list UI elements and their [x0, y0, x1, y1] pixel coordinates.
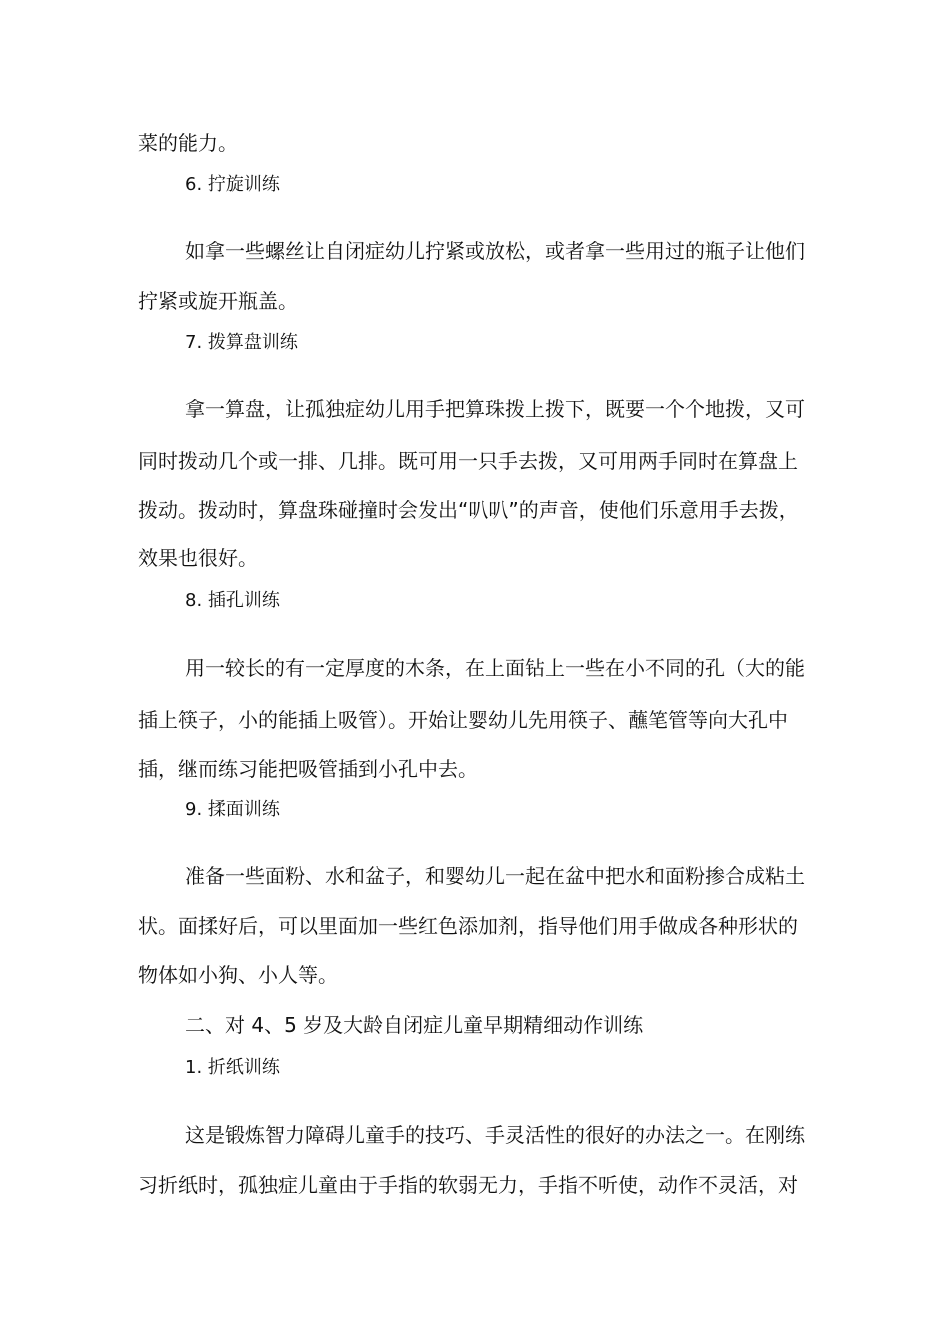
body-text-line: 这是锻炼智力障碍儿童手的技巧、手灵活性的很好的办法之一。在刚练: [185, 1123, 805, 1147]
body-text-line: 拿一算盘，让孤独症幼儿用手把算珠拨上拨下，既要一个个地拨，又可: [185, 397, 805, 421]
body-text-line: 拨动。拨动时，算盘珠碰撞时会发出“叭叭”的声音，使他们乐意用手去拨，: [138, 498, 799, 522]
section-heading: 7. 拨算盘训练: [185, 332, 298, 353]
body-text-line: 效果也很好。: [138, 546, 258, 570]
section-heading: 6. 拧旋训练: [185, 174, 280, 195]
section-heading: 1. 折纸训练: [185, 1057, 280, 1078]
body-text-line: 物体如小狗、小人等。: [138, 963, 338, 987]
section-heading: 8. 插孔训练: [185, 590, 280, 611]
body-text-line: 如拿一些螺丝让自闭症幼儿拧紧或放松，或者拿一些用过的瓶子让他们: [185, 239, 805, 263]
body-text-line: 插，继而练习能把吸管插到小孔中去。: [138, 757, 478, 781]
section-heading: 9. 揉面训练: [185, 799, 280, 820]
body-text-line: 用一较长的有一定厚度的木条，在上面钻上一些在小不同的孔（大的能: [185, 656, 805, 680]
body-text-line: 插上筷子，小的能插上吸管）。开始让婴幼儿先用筷子、蘸笔管等向大孔中: [138, 708, 788, 732]
body-text-line: 菜的能力。: [138, 131, 238, 155]
body-text-line: 状。面揉好后，可以里面加一些红色添加剂，指导他们用手做成各种形状的: [138, 914, 798, 938]
body-text-line: 准备一些面粉、水和盆子，和婴幼儿一起在盆中把水和面粉掺合成粘土: [185, 864, 805, 888]
body-text-line: 同时拨动几个或一排、几排。既可用一只手去拨，又可用两手同时在算盘上: [138, 449, 798, 473]
body-text-line: 拧紧或旋开瓶盖。: [138, 289, 298, 313]
chapter-heading: 二、对 4、5 岁及大龄自闭症儿童早期精细动作训练: [185, 1013, 644, 1037]
body-text-line: 习折纸时，孤独症儿童由于手指的软弱无力，手指不听使，动作不灵活，对: [138, 1173, 798, 1197]
